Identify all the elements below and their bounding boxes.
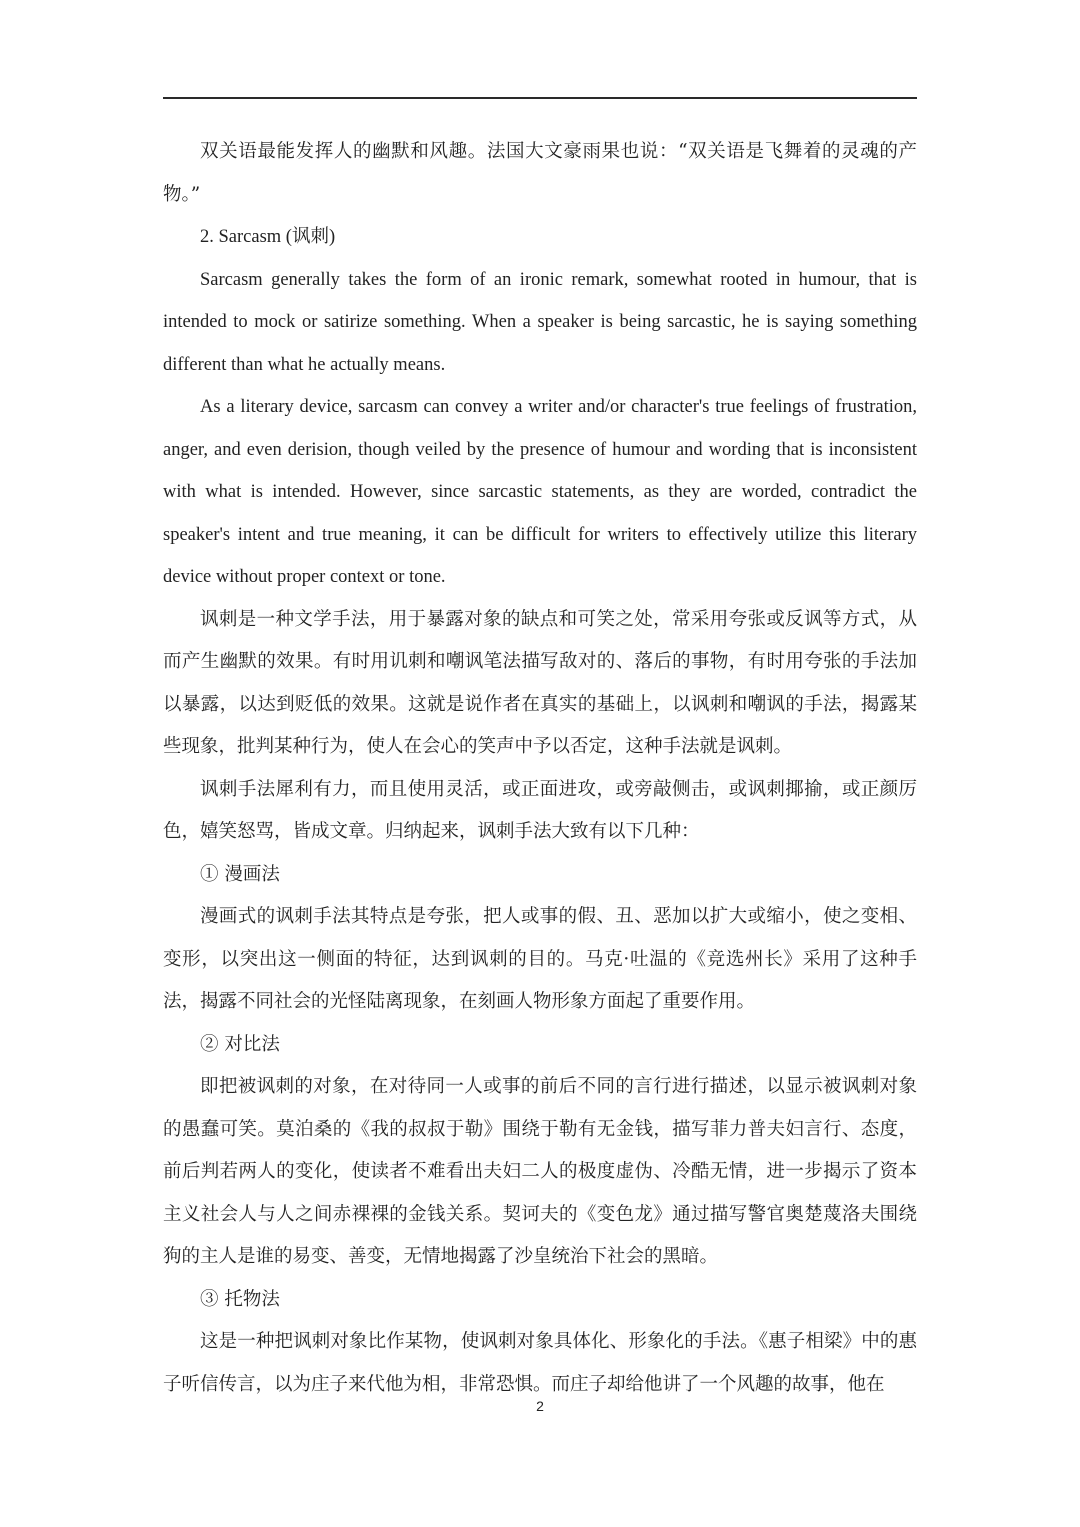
list-heading-allegory: ③ 托物法 <box>200 1288 280 1310</box>
list-heading-contrast: ② 对比法 <box>200 1033 280 1055</box>
paragraph-pun-humor: 双关语最能发挥人的幽默和风趣。法国大文豪雨果也说：“双关语是飞舞着的灵魂的产物。” <box>163 141 917 205</box>
paragraph-contrast: 即把被讽刺的对象，在对待同一人或事的前后不同的言行进行描述，以显示被讽刺对象的愚蠢可笑。莫泊桑的《我的叔叔于勒》围绕于勒有无金钱，描写菲力普夫妇言行、态度，前后判若两人的变化，使读者不难看出夫妇二人的极度虚伪、冷酷无情，进一步揭示了资本主义社会人与人之间赤裸裸的金钱关系。契诃夫的《变色龙》通过描写警官奥楚蔑洛夫围绕狗的主人是谁的易变、善变，无情地揭露了沙皇统治下社会的黑暗。 <box>163 1076 917 1267</box>
paragraph-satire-techniques: 讽刺手法犀利有力，而且使用灵活，或正面进攻，或旁敲侧击，或讽刺揶揄，或正颜厉色，嬉笑怒骂，皆成文章。归纳起来，讽刺手法大致有以下几种： <box>163 778 917 842</box>
page-number: 2 <box>536 1398 544 1414</box>
paragraph-sarcasm-definition: Sarcasm generally takes the form of an ironic remark, somewhat rooted in humour, that is intended to mock or satirize something. When a speaker is being sarcastic, he is saying something different than what he actually means. <box>163 269 917 375</box>
section-heading-sarcasm: 2. Sarcasm (讽刺) <box>200 227 336 247</box>
header-rule <box>163 97 917 99</box>
paragraph-allegory: 这是一种把讽刺对象比作某物，使讽刺对象具体化、形象化的手法。《惠子相梁》中的惠子听信传言，以为庄子来代他为相，非常恐惧。而庄子却给他讲了一个风趣的故事，他在 <box>163 1331 917 1395</box>
paragraph-satire-definition: 讽刺是一种文学手法，用于暴露对象的缺点和可笑之处，常采用夸张或反讽等方式，从而产生幽默的效果。有时用讥刺和嘲讽笔法描写敌对的、落后的事物，有时用夸张的手法加以暴露，以达到贬低的效果。这就是说作者在真实的基础上，以讽刺和嘲讽的手法，揭露某些现象，批判某种行为，使人在会心的笑声中予以否定，这种手法就是讽刺。 <box>163 608 917 757</box>
paragraph-sarcasm-literary-device: As a literary device, sarcasm can convey a writer and/or character's true feelings of frustration, anger, and even derision, though veiled by the presence of humour and wording that is inconsistent with what is intended. However, since sarcastic statements, as they are worded, contradict the speaker's intent and true meaning, it can be difficult for writers to effectively utilize this literary device without proper context or tone. <box>163 397 917 587</box>
paragraph-caricature: 漫画式的讽刺手法其特点是夸张，把人或事的假、丑、恶加以扩大或缩小，使之变相、变形，以突出这一侧面的特征，达到讽刺的目的。马克·吐温的《竞选州长》采用了这种手法，揭露不同社会的光怪陆离现象，在刻画人物形象方面起了重要作用。 <box>163 906 917 1012</box>
list-heading-caricature: ① 漫画法 <box>200 863 280 885</box>
document-body <box>163 131 917 1406</box>
